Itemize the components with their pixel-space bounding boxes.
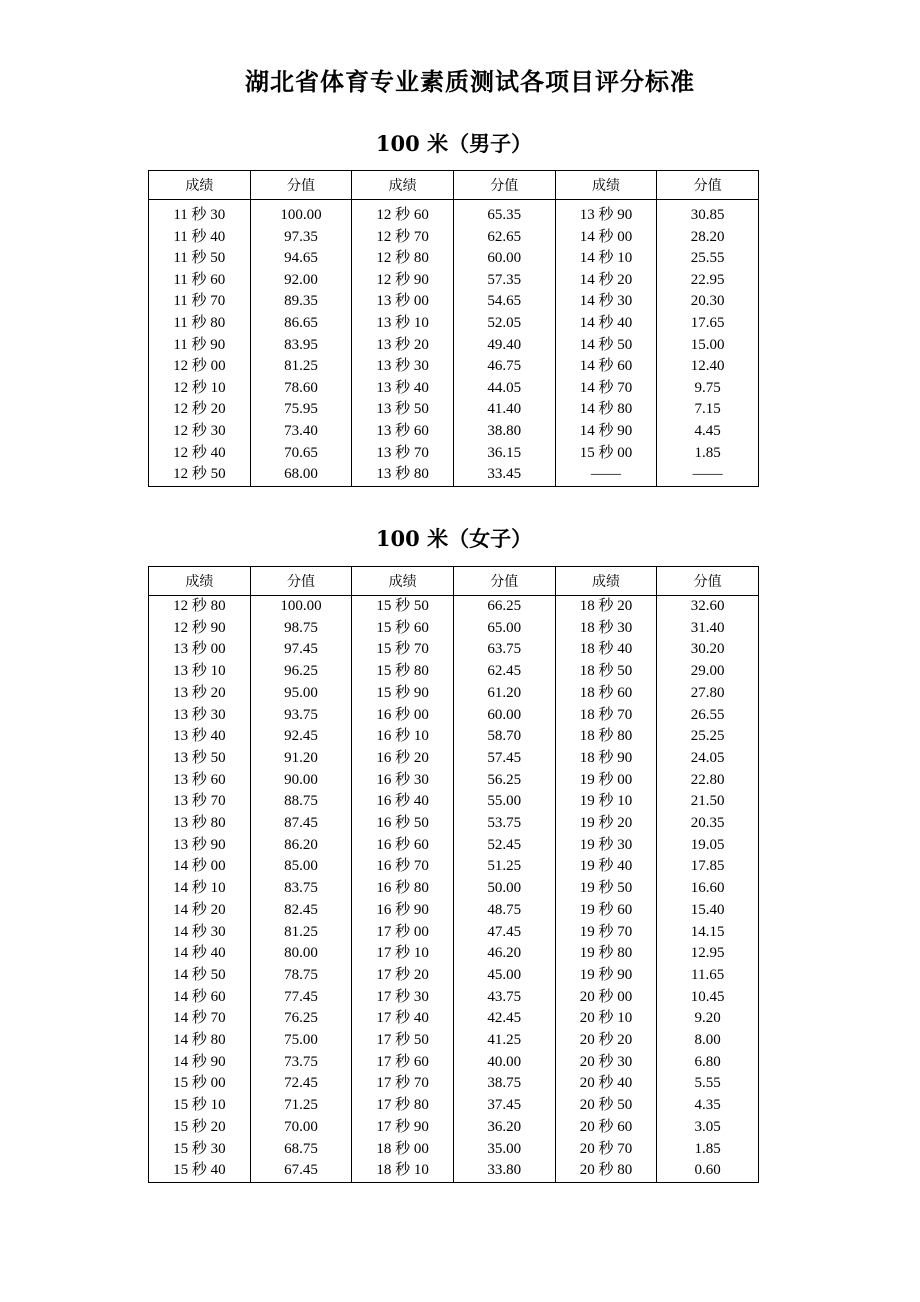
table-row	[149, 726, 759, 748]
score-cell: 56.25	[453, 770, 555, 792]
result-cell: 15 秒 20	[149, 1117, 251, 1139]
result-cell: 14 秒 80	[149, 1030, 251, 1052]
result-cell: 13 秒 40	[352, 378, 454, 400]
result-cell: 19 秒 30	[555, 835, 657, 857]
score-cell: 86.20	[250, 835, 352, 857]
result-cell: 13 秒 60	[352, 421, 454, 443]
score-cell: 48.75	[453, 900, 555, 922]
score-cell: 15.00	[657, 335, 759, 357]
score-cell: 42.45	[453, 1008, 555, 1030]
column-header-score: 分值	[453, 171, 555, 200]
result-cell: 12 秒 30	[149, 421, 251, 443]
score-cell: 98.75	[250, 618, 352, 640]
table-row	[149, 1160, 759, 1182]
score-cell: 35.00	[453, 1139, 555, 1161]
result-cell: 17 秒 00	[352, 922, 454, 944]
result-cell: 13 秒 70	[352, 443, 454, 465]
document-title: 湖北省体育专业素质测试各项目评分标准	[245, 68, 695, 96]
result-cell: 13 秒 10	[149, 661, 251, 683]
result-cell: 14 秒 50	[149, 965, 251, 987]
table-row	[149, 356, 759, 378]
result-cell: 16 秒 50	[352, 813, 454, 835]
score-cell: 87.45	[250, 813, 352, 835]
column-header-score: 分值	[250, 567, 352, 596]
result-cell: 16 秒 10	[352, 726, 454, 748]
result-cell: 20 秒 60	[555, 1117, 657, 1139]
score-cell: 83.75	[250, 878, 352, 900]
column-header-score: 分值	[453, 567, 555, 596]
result-cell: 14 秒 40	[555, 313, 657, 335]
table-row	[149, 683, 759, 705]
score-cell: 67.45	[250, 1160, 352, 1182]
score-cell: 38.75	[453, 1073, 555, 1095]
column-header-result: 成绩	[555, 567, 657, 596]
result-cell: 13 秒 00	[149, 639, 251, 661]
score-cell: ——	[657, 464, 759, 486]
result-cell: 17 秒 70	[352, 1073, 454, 1095]
table-row	[149, 900, 759, 922]
result-cell: 17 秒 80	[352, 1095, 454, 1117]
table-row	[149, 291, 759, 313]
score-cell: 46.20	[453, 943, 555, 965]
score-cell: 21.50	[657, 791, 759, 813]
table-row	[149, 1073, 759, 1095]
result-cell: 19 秒 70	[555, 922, 657, 944]
result-cell: 16 秒 00	[352, 705, 454, 727]
result-cell: 17 秒 40	[352, 1008, 454, 1030]
score-cell: 93.75	[250, 705, 352, 727]
table-row	[149, 856, 759, 878]
result-cell: 14 秒 40	[149, 943, 251, 965]
result-cell: 13 秒 40	[149, 726, 251, 748]
table-row	[149, 313, 759, 335]
result-cell: 14 秒 00	[149, 856, 251, 878]
result-cell: 11 秒 70	[149, 291, 251, 313]
result-cell: 12 秒 70	[352, 227, 454, 249]
column-header-score: 分值	[657, 567, 759, 596]
table-row	[149, 270, 759, 292]
result-cell: 13 秒 80	[352, 464, 454, 486]
result-cell: 13 秒 90	[555, 205, 657, 227]
result-cell: 14 秒 60	[555, 356, 657, 378]
result-cell: 14 秒 70	[555, 378, 657, 400]
score-cell: 17.65	[657, 313, 759, 335]
score-cell: 50.00	[453, 878, 555, 900]
table-row	[149, 596, 759, 618]
score-cell: 81.25	[250, 922, 352, 944]
result-cell: 16 秒 40	[352, 791, 454, 813]
result-cell: 18 秒 60	[555, 683, 657, 705]
result-cell: 14 秒 80	[555, 399, 657, 421]
result-cell: 18 秒 10	[352, 1160, 454, 1182]
score-cell: 81.25	[250, 356, 352, 378]
result-cell: 15 秒 60	[352, 618, 454, 640]
score-cell: 76.25	[250, 1008, 352, 1030]
score-cell: 78.75	[250, 965, 352, 987]
score-cell: 41.25	[453, 1030, 555, 1052]
score-cell: 7.15	[657, 399, 759, 421]
men-score-table	[148, 170, 759, 487]
result-cell: 16 秒 30	[352, 770, 454, 792]
result-cell: 20 秒 20	[555, 1030, 657, 1052]
score-cell: 58.70	[453, 726, 555, 748]
score-cell: 0.60	[657, 1160, 759, 1182]
score-cell: 20.30	[657, 291, 759, 313]
result-cell: 18 秒 70	[555, 705, 657, 727]
score-cell: 44.05	[453, 378, 555, 400]
result-cell: 20 秒 80	[555, 1160, 657, 1182]
result-cell: 12 秒 90	[352, 270, 454, 292]
result-cell: 15 秒 00	[555, 443, 657, 465]
result-cell: 14 秒 20	[149, 900, 251, 922]
column-header-result: 成绩	[149, 171, 251, 200]
result-cell: 20 秒 50	[555, 1095, 657, 1117]
score-cell: 62.45	[453, 661, 555, 683]
score-cell: 52.45	[453, 835, 555, 857]
result-cell: 15 秒 30	[149, 1139, 251, 1161]
result-cell: 16 秒 90	[352, 900, 454, 922]
score-cell: 28.20	[657, 227, 759, 249]
table-row	[149, 943, 759, 965]
result-cell: 11 秒 60	[149, 270, 251, 292]
result-cell: 11 秒 90	[149, 335, 251, 357]
score-cell: 51.25	[453, 856, 555, 878]
result-cell: 18 秒 00	[352, 1139, 454, 1161]
result-cell: 17 秒 10	[352, 943, 454, 965]
result-cell: 14 秒 30	[149, 922, 251, 944]
result-cell: 18 秒 30	[555, 618, 657, 640]
score-cell: 45.00	[453, 965, 555, 987]
result-cell: 12 秒 90	[149, 618, 251, 640]
score-cell: 24.05	[657, 748, 759, 770]
column-header-score: 分值	[250, 171, 352, 200]
result-cell: 11 秒 40	[149, 227, 251, 249]
score-cell: 72.45	[250, 1073, 352, 1095]
result-cell: 17 秒 90	[352, 1117, 454, 1139]
score-cell: 46.75	[453, 356, 555, 378]
column-header-result: 成绩	[149, 567, 251, 596]
table-row	[149, 227, 759, 249]
score-cell: 75.95	[250, 399, 352, 421]
score-cell: 14.15	[657, 922, 759, 944]
score-cell: 70.65	[250, 443, 352, 465]
result-cell: 14 秒 90	[555, 421, 657, 443]
score-cell: 100.00	[250, 205, 352, 227]
score-cell: 29.00	[657, 661, 759, 683]
result-cell: 12 秒 40	[149, 443, 251, 465]
table-row	[149, 878, 759, 900]
score-cell: 10.45	[657, 987, 759, 1009]
table-row	[149, 464, 759, 486]
score-cell: 33.80	[453, 1160, 555, 1182]
score-cell: 22.80	[657, 770, 759, 792]
table-row	[149, 618, 759, 640]
result-cell: 12 秒 50	[149, 464, 251, 486]
result-cell: 14 秒 10	[555, 248, 657, 270]
table-row	[149, 639, 759, 661]
table-row	[149, 1052, 759, 1074]
result-cell: 14 秒 70	[149, 1008, 251, 1030]
table-row	[149, 987, 759, 1009]
table-row	[149, 248, 759, 270]
result-cell: 19 秒 10	[555, 791, 657, 813]
score-cell: 57.45	[453, 748, 555, 770]
score-cell: 47.45	[453, 922, 555, 944]
table-row	[149, 791, 759, 813]
table-row	[149, 965, 759, 987]
score-cell: 60.00	[453, 248, 555, 270]
result-cell: 18 秒 80	[555, 726, 657, 748]
score-cell: 1.85	[657, 443, 759, 465]
score-cell: 65.00	[453, 618, 555, 640]
score-cell: 90.00	[250, 770, 352, 792]
result-cell: 12 秒 20	[149, 399, 251, 421]
result-cell: 14 秒 10	[149, 878, 251, 900]
result-cell: 16 秒 20	[352, 748, 454, 770]
result-cell: 11 秒 80	[149, 313, 251, 335]
table-row	[149, 770, 759, 792]
table-row	[149, 922, 759, 944]
score-cell: 52.05	[453, 313, 555, 335]
result-cell: 15 秒 70	[352, 639, 454, 661]
result-cell: 13 秒 80	[149, 813, 251, 835]
score-cell: 82.45	[250, 900, 352, 922]
score-cell: 17.85	[657, 856, 759, 878]
result-cell: 20 秒 40	[555, 1073, 657, 1095]
table-header-row	[149, 171, 759, 200]
score-cell: 41.40	[453, 399, 555, 421]
result-cell: 13 秒 20	[149, 683, 251, 705]
score-cell: 25.55	[657, 248, 759, 270]
result-cell: 13 秒 90	[149, 835, 251, 857]
score-cell: 4.45	[657, 421, 759, 443]
score-cell: 53.75	[453, 813, 555, 835]
score-cell: 92.00	[250, 270, 352, 292]
result-cell: 14 秒 20	[555, 270, 657, 292]
table-row	[149, 1095, 759, 1117]
score-cell: 5.55	[657, 1073, 759, 1095]
score-cell: 30.85	[657, 205, 759, 227]
score-cell: 63.75	[453, 639, 555, 661]
score-cell: 49.40	[453, 335, 555, 357]
table-row	[149, 835, 759, 857]
score-cell: 30.20	[657, 639, 759, 661]
result-cell: 15 秒 90	[352, 683, 454, 705]
men-section-title: 100 米（男子）	[375, 131, 533, 156]
score-cell: 83.95	[250, 335, 352, 357]
score-cell: 40.00	[453, 1052, 555, 1074]
result-cell: 18 秒 50	[555, 661, 657, 683]
result-cell: 14 秒 00	[555, 227, 657, 249]
score-cell: 12.95	[657, 943, 759, 965]
result-cell: 12 秒 00	[149, 356, 251, 378]
score-cell: 60.00	[453, 705, 555, 727]
score-cell: 73.75	[250, 1052, 352, 1074]
score-cell: 8.00	[657, 1030, 759, 1052]
result-cell: 13 秒 50	[352, 399, 454, 421]
score-cell: 96.25	[250, 661, 352, 683]
score-cell: 12.40	[657, 356, 759, 378]
table-row	[149, 421, 759, 443]
result-cell: 18 秒 90	[555, 748, 657, 770]
result-cell: 18 秒 20	[555, 596, 657, 618]
result-cell: 15 秒 80	[352, 661, 454, 683]
score-cell: 80.00	[250, 943, 352, 965]
score-cell: 91.20	[250, 748, 352, 770]
score-cell: 95.00	[250, 683, 352, 705]
result-cell: 20 秒 70	[555, 1139, 657, 1161]
score-cell: 43.75	[453, 987, 555, 1009]
score-cell: 88.75	[250, 791, 352, 813]
score-cell: 38.80	[453, 421, 555, 443]
score-cell: 92.45	[250, 726, 352, 748]
result-cell: 19 秒 80	[555, 943, 657, 965]
score-cell: 54.65	[453, 291, 555, 313]
column-header-result: 成绩	[555, 171, 657, 200]
result-cell: 13 秒 30	[352, 356, 454, 378]
score-cell: 57.35	[453, 270, 555, 292]
result-cell: 19 秒 40	[555, 856, 657, 878]
column-header-score: 分值	[657, 171, 759, 200]
result-cell: 14 秒 30	[555, 291, 657, 313]
women-score-table	[148, 566, 759, 1183]
result-cell: 16 秒 80	[352, 878, 454, 900]
score-cell: 33.45	[453, 464, 555, 486]
table-row	[149, 661, 759, 683]
result-cell: 15 秒 10	[149, 1095, 251, 1117]
score-cell: 86.65	[250, 313, 352, 335]
score-cell: 68.00	[250, 464, 352, 486]
score-cell: 36.15	[453, 443, 555, 465]
result-cell: 17 秒 30	[352, 987, 454, 1009]
score-cell: 11.65	[657, 965, 759, 987]
score-cell: 15.40	[657, 900, 759, 922]
score-cell: 19.05	[657, 835, 759, 857]
score-cell: 85.00	[250, 856, 352, 878]
score-cell: 68.75	[250, 1139, 352, 1161]
score-cell: 20.35	[657, 813, 759, 835]
result-cell: 20 秒 30	[555, 1052, 657, 1074]
result-cell: 19 秒 50	[555, 878, 657, 900]
result-cell: 13 秒 00	[352, 291, 454, 313]
score-cell: 27.80	[657, 683, 759, 705]
score-cell: 66.25	[453, 596, 555, 618]
table-row	[149, 748, 759, 770]
table-row	[149, 1139, 759, 1161]
result-cell: 12 秒 80	[149, 596, 251, 618]
score-cell: 32.60	[657, 596, 759, 618]
score-cell: 70.00	[250, 1117, 352, 1139]
result-cell: 13 秒 30	[149, 705, 251, 727]
score-cell: 71.25	[250, 1095, 352, 1117]
score-cell: 1.85	[657, 1139, 759, 1161]
table-row	[149, 1117, 759, 1139]
score-cell: 89.35	[250, 291, 352, 313]
result-cell: 20 秒 00	[555, 987, 657, 1009]
score-cell: 9.20	[657, 1008, 759, 1030]
score-cell: 36.20	[453, 1117, 555, 1139]
women-section-title: 100 米（女子）	[375, 526, 533, 551]
score-cell: 78.60	[250, 378, 352, 400]
score-cell: 3.05	[657, 1117, 759, 1139]
table-row	[149, 1008, 759, 1030]
result-cell: 20 秒 10	[555, 1008, 657, 1030]
result-cell: 13 秒 60	[149, 770, 251, 792]
table-header-row	[149, 567, 759, 596]
result-cell: 13 秒 20	[352, 335, 454, 357]
result-cell: 19 秒 00	[555, 770, 657, 792]
score-cell: 73.40	[250, 421, 352, 443]
score-cell: 9.75	[657, 378, 759, 400]
result-cell: 17 秒 20	[352, 965, 454, 987]
table-row	[149, 813, 759, 835]
result-cell: 19 秒 60	[555, 900, 657, 922]
result-cell: 13 秒 70	[149, 791, 251, 813]
score-cell: 94.65	[250, 248, 352, 270]
result-cell: 12 秒 60	[352, 205, 454, 227]
table-row	[149, 205, 759, 227]
table-row	[149, 1030, 759, 1052]
score-cell: 25.25	[657, 726, 759, 748]
score-cell: 75.00	[250, 1030, 352, 1052]
score-cell: 37.45	[453, 1095, 555, 1117]
result-cell: 15 秒 40	[149, 1160, 251, 1182]
result-cell: 11 秒 50	[149, 248, 251, 270]
result-cell: 16 秒 70	[352, 856, 454, 878]
table-row	[149, 399, 759, 421]
score-cell: 31.40	[657, 618, 759, 640]
score-cell: 100.00	[250, 596, 352, 618]
table-row	[149, 378, 759, 400]
score-cell: 97.35	[250, 227, 352, 249]
score-cell: 97.45	[250, 639, 352, 661]
result-cell: 15 秒 50	[352, 596, 454, 618]
result-cell: 19 秒 90	[555, 965, 657, 987]
result-cell: 13 秒 50	[149, 748, 251, 770]
result-cell: 15 秒 00	[149, 1073, 251, 1095]
result-cell: 19 秒 20	[555, 813, 657, 835]
result-cell: 14 秒 60	[149, 987, 251, 1009]
score-cell: 22.95	[657, 270, 759, 292]
result-cell: 12 秒 10	[149, 378, 251, 400]
result-cell: 13 秒 10	[352, 313, 454, 335]
score-cell: 61.20	[453, 683, 555, 705]
score-cell: 26.55	[657, 705, 759, 727]
score-cell: 6.80	[657, 1052, 759, 1074]
score-cell: 16.60	[657, 878, 759, 900]
result-cell: 12 秒 80	[352, 248, 454, 270]
score-cell: 65.35	[453, 205, 555, 227]
result-cell: 16 秒 60	[352, 835, 454, 857]
result-cell: 14 秒 90	[149, 1052, 251, 1074]
result-cell: 14 秒 50	[555, 335, 657, 357]
result-cell: 17 秒 50	[352, 1030, 454, 1052]
column-header-result: 成绩	[352, 171, 454, 200]
result-cell: ——	[555, 464, 657, 486]
result-cell: 18 秒 40	[555, 639, 657, 661]
score-cell: 4.35	[657, 1095, 759, 1117]
table-row	[149, 443, 759, 465]
score-cell: 62.65	[453, 227, 555, 249]
table-row	[149, 335, 759, 357]
score-cell: 77.45	[250, 987, 352, 1009]
column-header-result: 成绩	[352, 567, 454, 596]
score-cell: 55.00	[453, 791, 555, 813]
table-row	[149, 705, 759, 727]
result-cell: 17 秒 60	[352, 1052, 454, 1074]
result-cell: 11 秒 30	[149, 205, 251, 227]
